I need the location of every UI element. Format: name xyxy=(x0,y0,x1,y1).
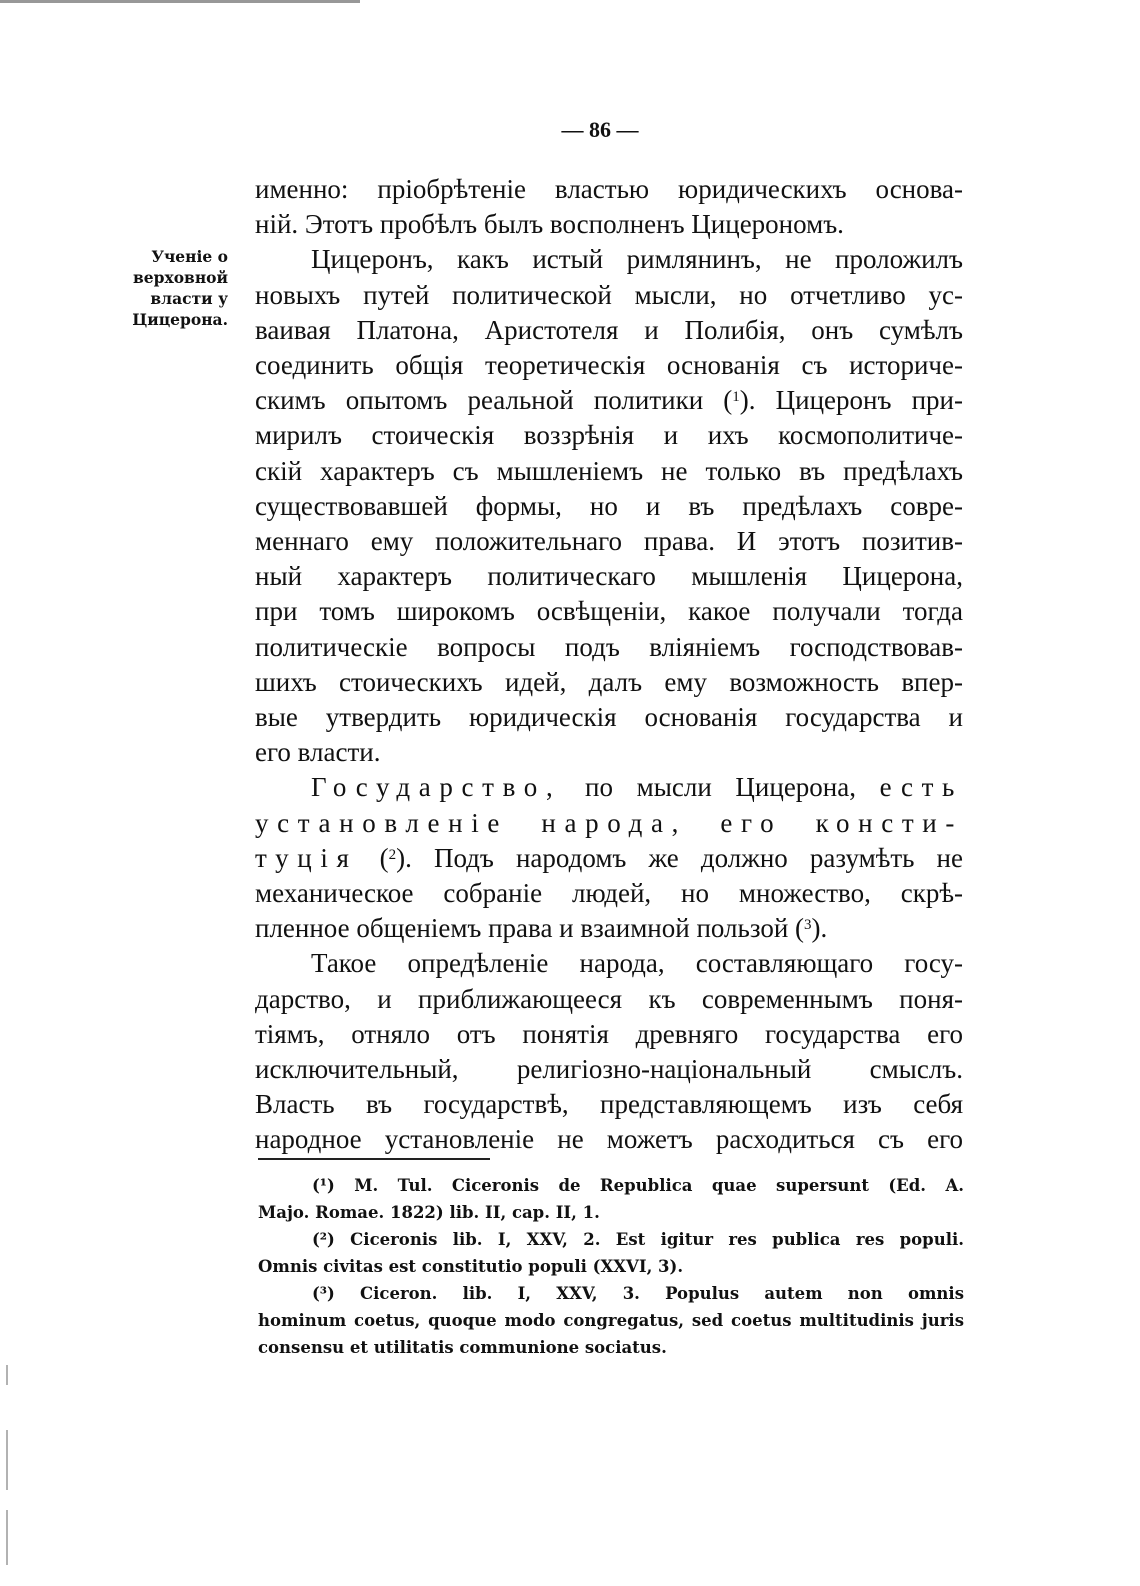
text-fragment: по мысли Цицерона, xyxy=(561,772,880,803)
text-line: вые утвердить юридическія основанія государства и xyxy=(255,702,963,733)
text-fragment: ). Подъ народомъ же должно разумѣть не xyxy=(396,842,963,873)
footnote-2: (²) Ciceronis lib. I, XXV, 2. Est igitur res publica res populi. xyxy=(312,1230,964,1249)
text-line: при томъ широкомъ освѣщеніи, какое получали тогда xyxy=(255,596,963,627)
margin-note-line: Ученіе о xyxy=(151,247,228,266)
footnote-3-cont: hominum coetus, quoque modo congregatus, sed coetus multitudinis juris xyxy=(258,1311,964,1330)
text-line: мирилъ стоическія воззрѣнія и ихъ космополитиче- xyxy=(255,420,963,451)
scan-edge-mark xyxy=(6,1510,8,1565)
footnotes xyxy=(258,1172,964,1361)
text-line xyxy=(255,911,963,946)
footnote-1-cont: Majo. Romae. 1822) lib. II, cap. II, 1. xyxy=(258,1203,600,1222)
text-line: шихъ стоическихъ идей, далъ ему возможность впер- xyxy=(255,666,963,697)
footnote-ref-3[interactable]: 3 xyxy=(804,917,812,934)
margin-note xyxy=(110,246,228,330)
footnote-separator xyxy=(258,1158,490,1160)
emphasis-text: есть xyxy=(879,772,963,803)
main-text xyxy=(255,172,963,1158)
emphasis-text: Государство, xyxy=(311,772,562,803)
text-line: исключительный, религіозно-національный смыслъ. xyxy=(255,1054,963,1085)
page-number: — 86 — xyxy=(561,117,639,142)
text-line: ный характеръ политическаго мышленія Цицерона, xyxy=(255,561,963,592)
text-fragment: пленное общеніемъ права и взаимной пользой ( xyxy=(255,913,805,944)
scan-edge-mark xyxy=(6,1430,8,1490)
scan-edge-mark xyxy=(6,1365,8,1385)
text-line xyxy=(255,770,963,805)
text-line: существовавшей формы, но и въ предѣлахъ совре- xyxy=(255,490,963,521)
text-line: именно: пріобрѣтеніе властью юридическихъ основа- xyxy=(255,174,963,204)
text-line: Такое опредѣленіе народа, составляющаго госу- xyxy=(311,948,963,979)
emphasis-text: туція xyxy=(255,842,358,873)
text-line: соединить общія теоретическія основанія съ историче- xyxy=(255,350,963,381)
footnote-3: (³) Ciceron. lib. I, XXV, 3. Populus autem non omnis xyxy=(312,1284,964,1303)
text-line: скій характеръ съ мышленіемъ не только въ предѣлахъ xyxy=(255,455,963,486)
margin-note-line: верховной xyxy=(133,268,228,287)
text-line: Власть въ государствѣ, представляющемъ изъ себя xyxy=(255,1089,963,1120)
text-line: народное установленіе не можетъ расходиться съ его xyxy=(255,1124,963,1155)
footnote-ref-2[interactable]: 2 xyxy=(388,846,397,863)
text-line: меннаго ему положительнаго права. И этотъ позитив- xyxy=(255,526,963,557)
text-line xyxy=(255,841,963,876)
text-line: политическіе вопросы подъ вліяніемъ господствовав- xyxy=(255,631,963,662)
text-line: тіямъ, отняло отъ понятія древняго государства его xyxy=(255,1018,963,1049)
footnote-2-cont: Omnis civitas est constitutio populi (XXVI, 3). xyxy=(258,1257,684,1276)
top-edge-rule xyxy=(0,0,360,8)
margin-note-line: Цицерона. xyxy=(132,310,228,329)
footnote-3-cont: consensu et utilitatis communione sociatus. xyxy=(258,1338,667,1357)
emphasis-line: установленіе народа, его консти- xyxy=(255,807,963,838)
text-line xyxy=(255,383,963,418)
text-fragment: ( xyxy=(357,842,389,873)
footnote-ref-1[interactable]: 1 xyxy=(732,389,740,406)
text-fragment: скимъ опытомъ реальной политики ( xyxy=(255,385,733,416)
text-line: ваивая Платона, Аристотеля и Полибія, онъ сумѣлъ xyxy=(255,314,963,345)
text-line: его власти. xyxy=(255,737,381,768)
text-line: Цицеронъ, какъ истый римлянинъ, не проложилъ xyxy=(311,244,963,275)
text-line: механическое собраніе людей, но множество, скрѣ- xyxy=(255,878,963,909)
text-fragment: ). xyxy=(811,913,828,944)
text-line: дарство, и приближающееся къ современнымъ поня- xyxy=(255,983,963,1014)
text-fragment: ). Цицеронъ при- xyxy=(739,385,963,416)
text-line: новыхъ путей политической мысли, но отчетливо ус- xyxy=(255,279,963,310)
margin-note-line: власти у xyxy=(150,289,228,308)
footnote-1: (¹) M. Tul. Ciceronis de Republica quae supersunt (Ed. A. xyxy=(312,1176,964,1195)
text-line: ній. Этотъ пробѣлъ былъ восполненъ Цицерономъ. xyxy=(255,209,844,240)
